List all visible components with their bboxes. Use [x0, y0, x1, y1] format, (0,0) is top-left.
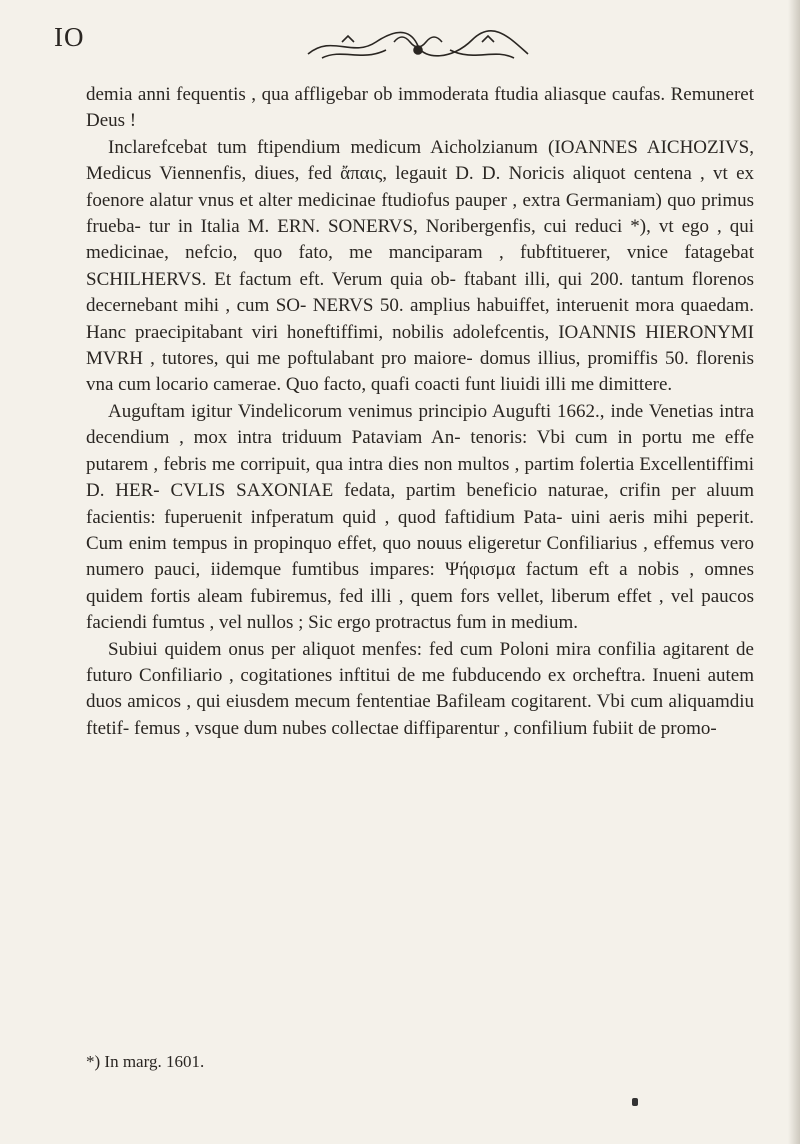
footnote: *) In marg. 1601. — [86, 1052, 205, 1071]
decorative-headpiece-ornament-icon — [302, 28, 534, 64]
paragraph-1: demia anni fequentis , qua affligebar ob immoderata ftudia aliasque caufas. Remuneret Deus ! — [86, 84, 754, 132]
latin-body-text — [86, 82, 754, 742]
page-number: IO — [54, 22, 85, 52]
paragraph-4: Subiui quidem onus per aliquot menfes: fed cum Poloni mira confilia agitarent de futuro Confiliario , cogitationes inftitui de me fubducendo ex orcheftra. Inueni autem duos amicos , qui eiusdem mecum fententiae Bafileam cogitarent. Vbi cum aliquamdiu ftetif- femus , vsque dum nubes collectae diffiparentur , confilium fubiit de promo- — [86, 638, 754, 739]
paragraph-3: Auguftam igitur Vindelicorum venimus principio Augufti 1662., inde Venetias intra decendium , mox intra triduum Pataviam An- tenoris: Vbi cum in portu me effe putarem , febris me corripuit, qua intra dies non multos , partim folertia Excellentiffimi D. HER- CVLIS SAXONIAE fedata, partim beneficio naturae, crifin per aluum facientis: fuperuenit infperatum quid , quod faftidium Pata- uini aeris mihi peperit. Cum enim tempus in propinquo effet, quo nouus eligeretur Confiliarius , effemus vero numero pauci, iidemque fumtibus impares: Ψήφισμα factum eft a nobis , omnes quidem fortis aleam fubiremus, fed illi , quem fors vellet, liberum effet , vel paucos faciendi fumtus , vel nullos ; Sic ergo protractus fum in medium. — [86, 400, 754, 634]
paragraph-2: Inclarefcebat tum ftipendium medicum Aicholzianum (IOANNES AICHOZIVS, Medicus Viennenfis, diues, fed ἄπαις, legauit D. D. Noricis aliquot centena , vt ex foenore alatur vnus et alter medicinae ftudiofus pauper , extra Germaniam) quo primus frueba- tur in Italia M. ERN. SONERVS, Noribergenfis, cui reduci *), vt ego , qui medicinae, nefcio, quo fato, me manciparam , fubftituerer, vnice fatagebat SCHILHERVS. Et factum eft. Verum quia ob- ftabant illi, qui 200. tantum florenos decernebant mihi , cum SO- NERVS 50. amplius habuiffet, interuenit mora quaedam. Hanc praecipitabant viri honeftiffimi, nobilis adolefcentis, IOANNIS HIERONYMI MVRH , tutores, qui me poftulabant pro maiore- domus illius, promiffis 50. florenis vna cum locario camerae. Quo facto, quafi coacti funt liuidi illi me dimittere. — [86, 136, 754, 396]
ink-speck — [632, 1098, 638, 1106]
page-edge-shadow — [788, 0, 800, 1144]
